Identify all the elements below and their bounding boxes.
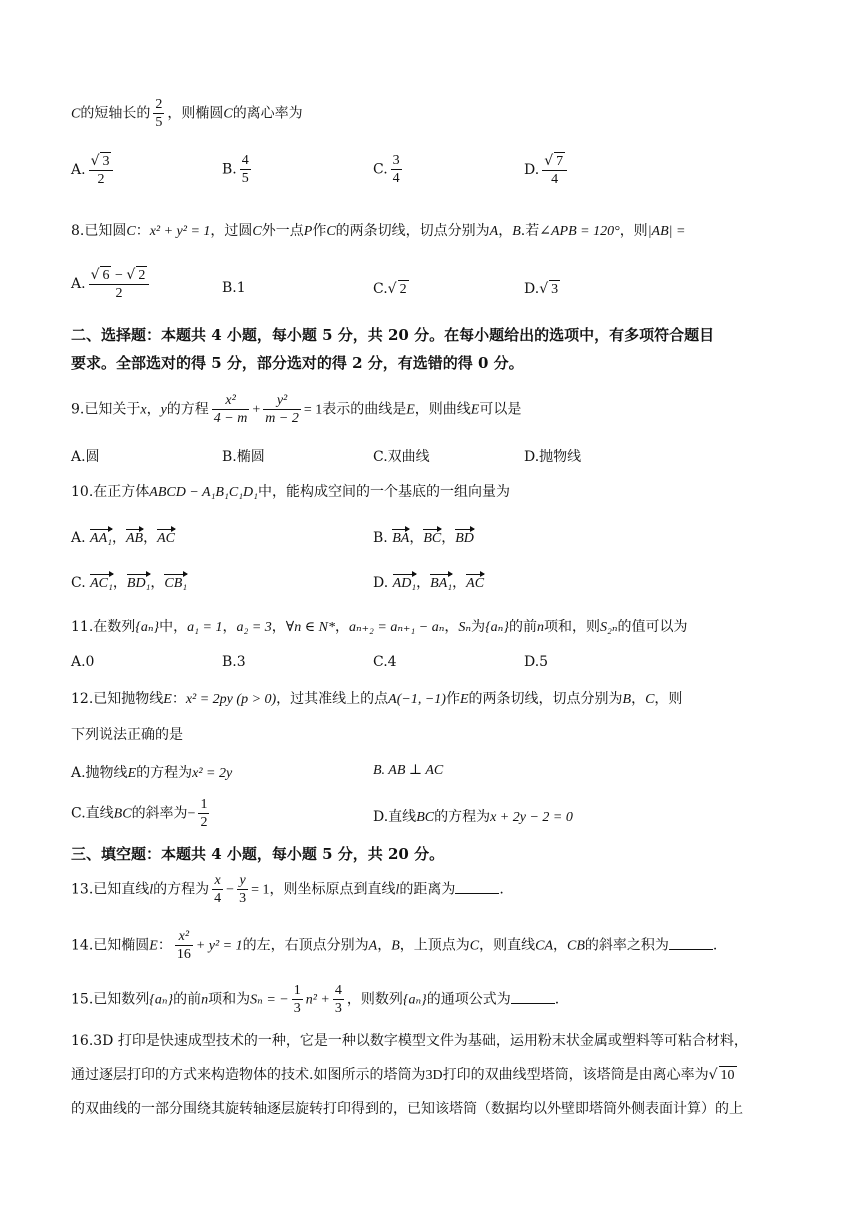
q11-option-d[interactable]: D.5 <box>524 654 549 670</box>
q7-option-b[interactable]: B. $\frac{4}{5}$ <box>222 153 249 186</box>
section-2-heading: 二、选择题：本题共 4 小题，每小题 5 分，共 20 分。在每小题给出的选项中，有多项符合题目 <box>71 326 715 344</box>
q8-stem: 8.已知圆C：x² + y² = 1，过圆C外一点P作C的两条切线，切点分别为A，B.若∠APB = 120°，则|AB| = <box>71 223 686 239</box>
q8-option-a[interactable]: A. $\frac{√ 6 - √ 2}{2}$ <box>71 266 152 302</box>
q16-line-3: 的双曲线的一部分围绕其旋转轴逐层旋转打印得到的，已知该塔筒（数据均以外壁即塔筒外侧表面计算）的上 <box>71 1101 743 1117</box>
q8-option-c[interactable]: C.√ 2 <box>373 281 407 297</box>
q9-option-d[interactable]: D.抛物线 <box>524 449 582 465</box>
q12-option-b[interactable]: B. AB ⊥ AC <box>373 763 444 778</box>
q10-stem: 10.在正方体ABCD − A₁B₁C₁D₁中，能构成空间的一个基底的一组向量为 <box>71 484 511 500</box>
q14-stem: 14.已知椭圆E： $\frac{\text{x²}}{16}$ + y² = 1的左，右顶点分别为A，B，上顶点为C，则直线CA，CB的斜率之积为 . <box>71 929 718 962</box>
q7-option-a[interactable]: A. $\frac{√ 3}{2}$ <box>71 152 116 188</box>
section-3-heading: 三、填空题：本题共 4 小题，每小题 5 分，共 20 分。 <box>71 845 445 863</box>
q7-tail: C的短轴长的 $\frac{2}{5}$ ，则椭圆C的离心率为 <box>71 97 303 130</box>
q11-option-a[interactable]: A.0 <box>71 654 95 670</box>
q13-stem: 13.已知直线l的方程为 $\frac{x}{4}$ − $\frac{y}{3}$ = 1，则坐标原点到直线l的距离为 . <box>71 873 504 906</box>
q10-option-c[interactable]: C. AC₁，BD₁，CB₁ <box>71 575 188 591</box>
q7-option-d[interactable]: D. $\frac{√ 7}{4}$ <box>524 152 570 188</box>
q8-option-b[interactable]: B.1 <box>222 280 246 296</box>
q16-line-2: 通过逐层打印的方式来构造物体的技术.如图所示的塔筒为3D打印的双曲线型塔筒，该塔筒是由离心率为√ 10 <box>71 1067 735 1083</box>
q8-option-d[interactable]: D.√ 3 <box>524 281 559 297</box>
q15-answer-blank[interactable] <box>511 991 555 1004</box>
q12-option-c[interactable]: C.直线BC的斜率为− $\frac{1}{2}$ <box>71 797 208 830</box>
q10-option-b[interactable]: B. BA，BC，BD <box>373 530 474 546</box>
q11-option-b[interactable]: B.3 <box>222 654 246 670</box>
q15-stem: 15.已知数列{aₙ}的前n项和为Sₙ = − $\frac{1}{3}$ n² + $\frac{4}{3}$ ，则数列{aₙ}的通项公式为 . <box>71 983 560 1016</box>
q14-answer-blank[interactable] <box>669 937 713 950</box>
q7-fraction: $\frac{2}{5}$ <box>155 97 163 130</box>
q13-answer-blank[interactable] <box>455 881 499 894</box>
q9-option-c[interactable]: C.双曲线 <box>373 449 430 465</box>
q11-option-c[interactable]: C.4 <box>373 654 397 670</box>
q9-option-b[interactable]: B.椭圆 <box>222 449 265 465</box>
q12-option-a[interactable]: A.抛物线E的方程为x² = 2y <box>71 765 233 781</box>
section-2-heading-cont: 要求。全部选对的得 5 分，部分选对的得 2 分，有选错的得 0 分。 <box>71 354 524 372</box>
q11-stem: 11.在数列{aₙ}中，a₁ = 1，a₂ = 3，∀n ∈ N*，aₙ₊₂ = aₙ₊₁ − aₙ，Sₙ为{aₙ}的前n项和，则S₂ₙ的值可以为 <box>71 619 688 635</box>
q12-stem-cont: 下列说法正确的是 <box>71 727 183 743</box>
q12-option-d[interactable]: D.直线BC的方程为x + 2y − 2 = 0 <box>373 809 573 825</box>
q10-option-a[interactable]: A. AA₁，AB，AC <box>71 530 175 546</box>
q12-stem: 12.已知抛物线E：x² = 2py (p > 0)，过其准线上的点A(−1, −1)作E的两条切线，切点分别为B，C，则 <box>71 691 683 707</box>
q10-option-d[interactable]: D. AD₁，BA₁，AC <box>373 575 485 591</box>
q9-stem: 9.已知关于x，y的方程 $\frac{\text{x²}}{4 - m}$ + $\frac{\text{y²}}{m - 2}$ = 1表示的曲线是E，则曲线E可以是 <box>71 393 522 426</box>
q7-option-c[interactable]: C. $\frac{3}{4}$ <box>373 153 400 186</box>
q16-line-1: 16.3D 打印是快速成型技术的一种，它是一种以数字模型文件为基础，运用粉末状金属或塑料等可粘合材料， <box>71 1033 748 1049</box>
q9-option-a[interactable]: A.圆 <box>71 449 100 465</box>
